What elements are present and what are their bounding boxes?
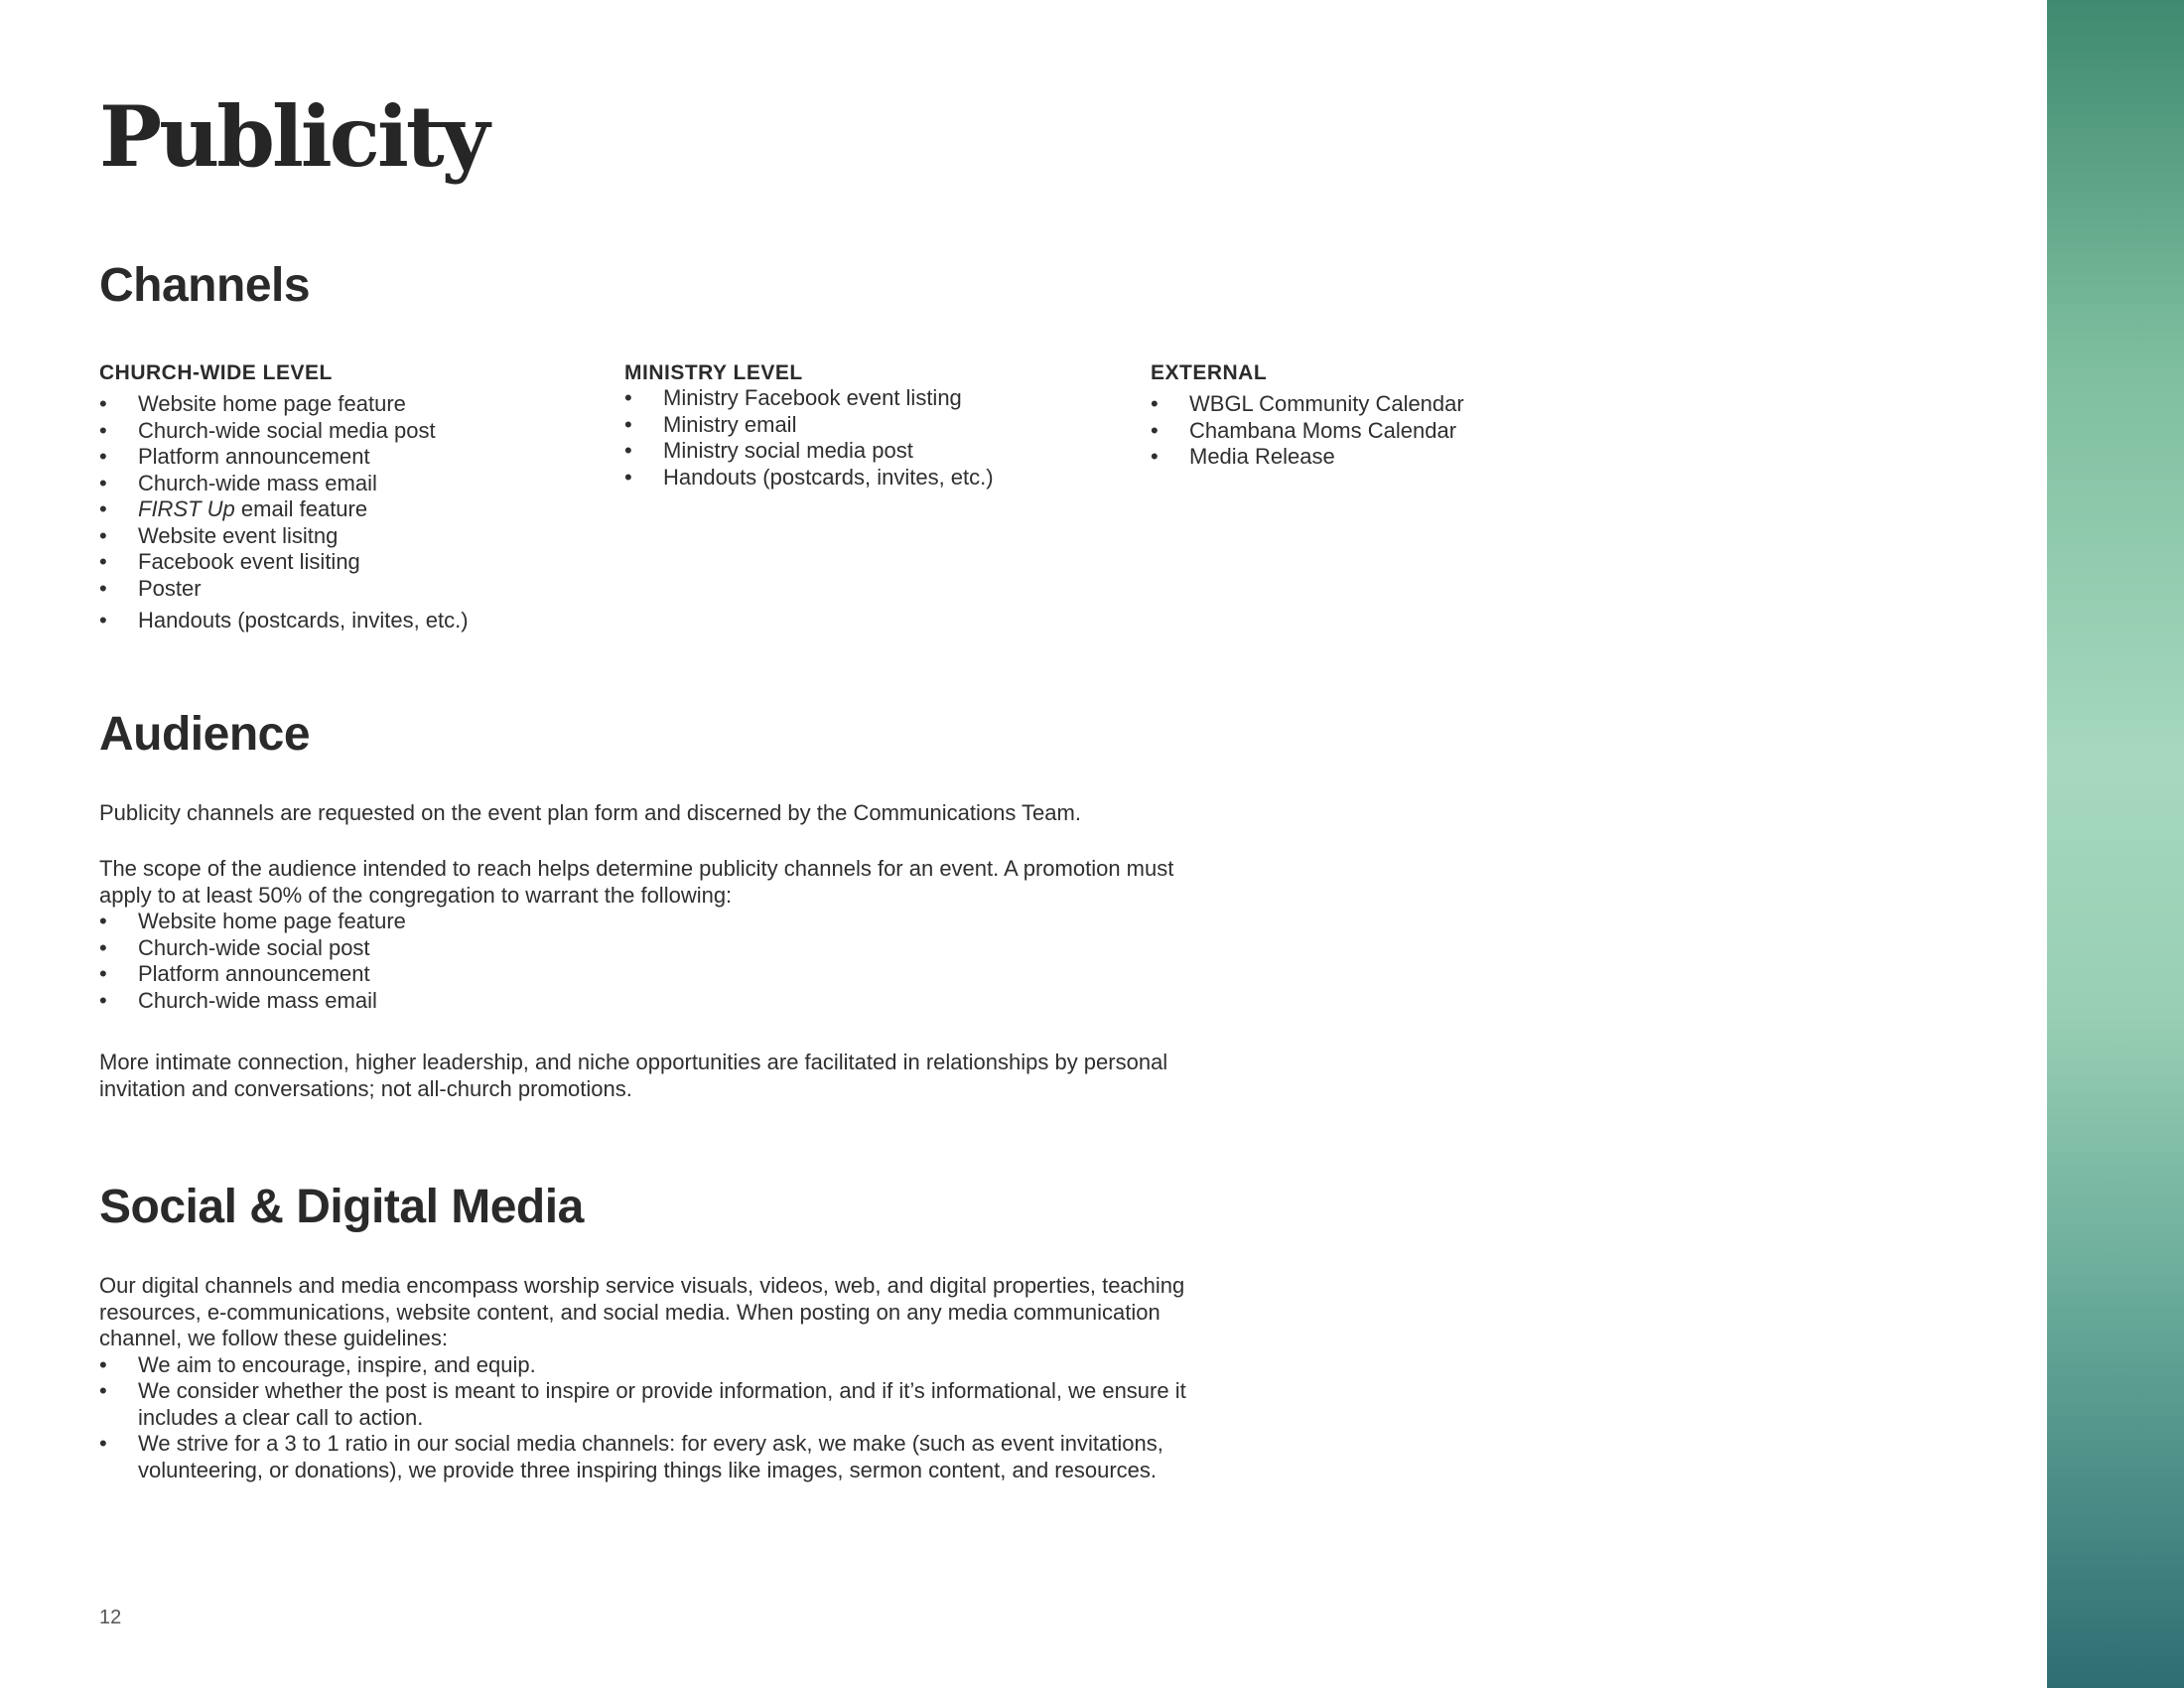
list-item: • Church-wide social media post — [99, 418, 596, 445]
external-list — [1151, 391, 1647, 471]
page-title: Publicity — [99, 87, 487, 186]
list-item: • We aim to encourage, inspire, and equip. — [99, 1352, 1231, 1379]
audience-heading: Audience — [99, 708, 311, 761]
list-item: • Handouts (postcards, invites, etc.) — [99, 608, 596, 634]
list-item: • Handouts (postcards, invites, etc.) — [624, 465, 1121, 492]
social-guidelines-list — [99, 1352, 1231, 1484]
list-item: • Media Release — [1151, 444, 1647, 471]
list-item: • Church-wide social post — [99, 935, 1231, 962]
list-item: • Platform announcement — [99, 444, 596, 471]
audience-note: More intimate connection, higher leadership, and niche opportunities are facilitated in relationships by personal invitation and conversations; not all-church promotions. — [99, 1050, 1168, 1101]
list-item — [99, 496, 596, 523]
list-item: • WBGL Community Calendar — [1151, 391, 1647, 418]
church-wide-list — [99, 391, 596, 634]
social-block — [99, 1273, 1231, 1483]
ministry-list — [624, 385, 1121, 491]
channels-heading: Channels — [99, 259, 311, 312]
decorative-gradient-bar — [2047, 0, 2184, 1688]
audience-intro: Publicity channels are requested on the event plan form and discerned by the Communications Team. — [99, 800, 1081, 825]
list-item: • Website event lisitng — [99, 523, 596, 550]
social-heading: Social & Digital Media — [99, 1181, 584, 1233]
list-item: • We consider whether the post is meant to inspire or provide information, and if it’s informational, we ensure it includes a clear call to action. — [99, 1378, 1231, 1431]
list-item: • Website home page feature — [99, 391, 596, 418]
audience-scope-text: The scope of the audience intended to reach helps determine publicity channels for an event. A promotion must apply to at least 50% of the congregation to warrant the following: — [99, 856, 1174, 908]
list-item: • Website home page feature — [99, 909, 1231, 935]
list-item: • Ministry email — [624, 412, 1121, 439]
list-item: • Church-wide mass email — [99, 988, 1231, 1015]
list-item: • Poster — [99, 576, 596, 603]
list-item: • Church-wide mass email — [99, 471, 596, 497]
list-item: • Ministry Facebook event listing — [624, 385, 1121, 412]
external-column — [1151, 361, 1647, 471]
list-item: • Ministry social media post — [624, 438, 1121, 465]
first-up-name: FIRST Up — [138, 496, 235, 521]
church-wide-label: CHURCH-WIDE LEVEL — [99, 361, 333, 384]
list-item: • Facebook event lisiting — [99, 549, 596, 576]
list-item: • Chambana Moms Calendar — [1151, 418, 1647, 445]
ministry-label: MINISTRY LEVEL — [624, 361, 803, 384]
church-wide-column — [99, 361, 596, 634]
ministry-column — [624, 361, 1121, 491]
page-number: 12 — [99, 1607, 122, 1628]
list-item: • We strive for a 3 to 1 ratio in our social media channels: for every ask, we make (such as event invitations, volunteering, or donations), we provide three inspiring things like images, sermon content, and resources. — [99, 1431, 1231, 1483]
list-item: • Platform announcement — [99, 961, 1231, 988]
audience-list — [99, 909, 1231, 1014]
first-up-text: email feature — [240, 496, 368, 521]
audience-scope-block — [99, 856, 1231, 1014]
social-intro: Our digital channels and media encompass worship service visuals, videos, web, and digital properties, teaching resources, e-communications, website content, and social media. When posting on any media communication channel, we follow these guidelines: — [99, 1273, 1185, 1350]
external-label: EXTERNAL — [1151, 361, 1268, 384]
